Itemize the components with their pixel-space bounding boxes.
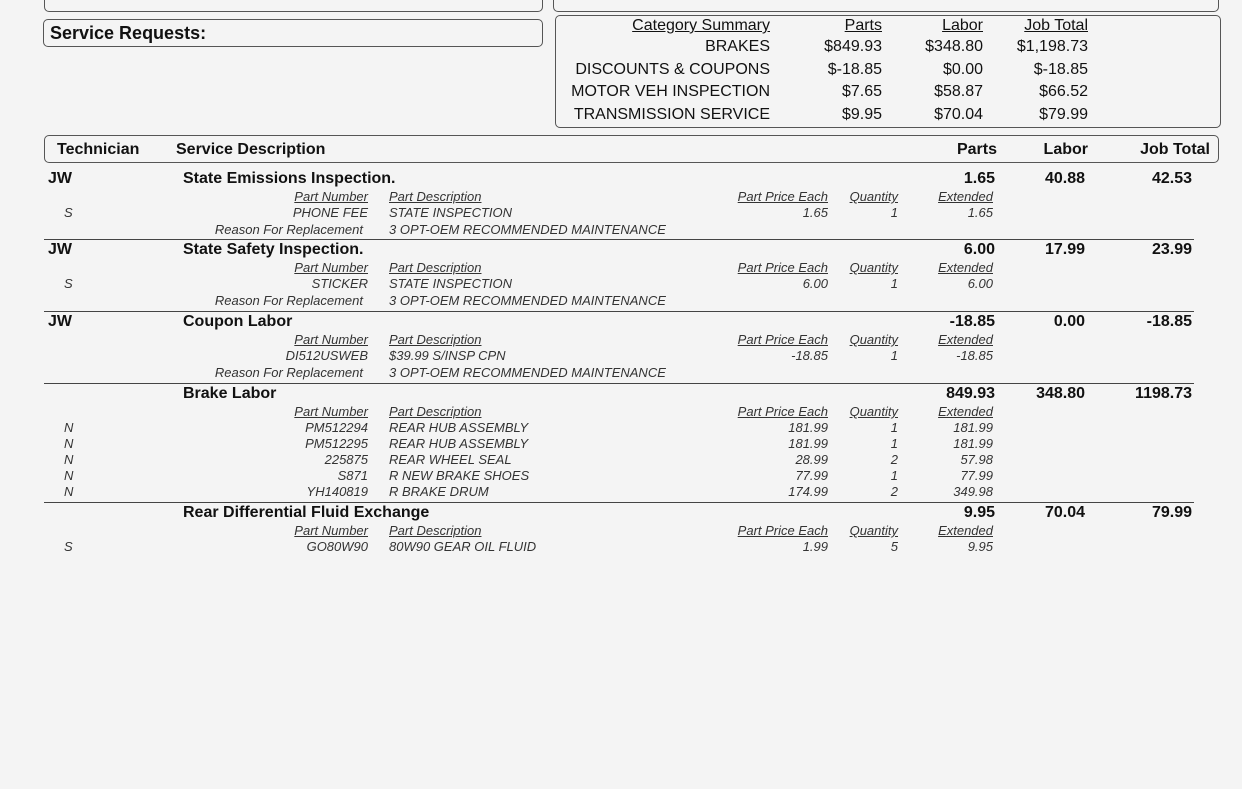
summary-parts: $7.65	[841, 83, 882, 100]
part-price-each: 174.99	[788, 484, 828, 499]
extended-header: Extended	[938, 260, 993, 275]
part-number: DI512USWEB	[285, 348, 368, 363]
part-price-each: 181.99	[788, 436, 828, 451]
part-number-header: Part Number	[294, 523, 368, 538]
job-labor: 70.04	[1044, 504, 1085, 521]
part-description: R BRAKE DRUM	[389, 484, 489, 499]
part-code: N	[64, 484, 74, 499]
job-title: Coupon Labor	[183, 313, 293, 330]
part-description-header: Part Description	[389, 260, 482, 275]
job-title: State Safety Inspection.	[183, 241, 364, 258]
reason-value: 3 OPT-OEM RECOMMENDED MAINTENANCE	[389, 222, 666, 237]
part-quantity: 1	[890, 348, 898, 363]
part-price-each: 1.99	[802, 539, 828, 554]
job-separator	[44, 311, 1194, 312]
part-price-each: 6.00	[802, 276, 828, 291]
part-quantity: 1	[890, 420, 898, 435]
part-extended: 1.65	[967, 205, 993, 220]
job-title: Brake Labor	[183, 385, 277, 402]
job-title: Rear Differential Fluid Exchange	[183, 504, 430, 521]
part-price-each: 181.99	[788, 420, 828, 435]
reason-label: Reason For Replacement	[214, 222, 363, 237]
reason-label: Reason For Replacement	[214, 365, 363, 380]
part-number: PHONE FEE	[292, 205, 368, 220]
job-separator	[44, 239, 1194, 240]
part-code: S	[64, 205, 73, 220]
job-separator	[44, 383, 1194, 384]
summary-parts: $849.93	[824, 38, 882, 55]
part-code: N	[64, 436, 74, 451]
part-price-each: 77.99	[795, 468, 828, 483]
summary-category: MOTOR VEH INSPECTION	[571, 83, 770, 100]
job-total: -18.85	[1146, 313, 1192, 330]
part-number: S871	[337, 468, 368, 483]
summary-category: TRANSMISSION SERVICE	[573, 105, 770, 123]
service-description-header: Service Description	[176, 141, 326, 158]
part-extended: 349.98	[953, 484, 993, 499]
job-separator	[44, 502, 1194, 503]
part-extended: 6.00	[967, 276, 993, 291]
job-labor: 40.88	[1044, 170, 1085, 187]
part-price-each: 28.99	[795, 452, 828, 467]
part-price-each: 1.65	[802, 205, 828, 220]
part-description-header: Part Description	[389, 189, 482, 204]
summary-job-total: $79.99	[1039, 105, 1088, 123]
summary-labor-header: Labor	[942, 17, 983, 34]
extended-header: Extended	[938, 523, 993, 538]
quantity-header: Quantity	[849, 523, 898, 538]
price-each-header: Part Price Each	[737, 404, 828, 419]
summary-job-total: $1,198.73	[1016, 38, 1088, 55]
part-number-header: Part Number	[294, 260, 368, 275]
part-description: 80W90 GEAR OIL FLUID	[389, 539, 537, 554]
part-description: STATE INSPECTION	[389, 276, 513, 291]
quantity-header: Quantity	[849, 189, 898, 204]
price-each-header: Part Price Each	[737, 189, 828, 204]
top-left-clipped-box	[44, 0, 543, 12]
part-number: PM512295	[305, 436, 368, 451]
part-number-header: Part Number	[294, 404, 368, 419]
summary-category: DISCOUNTS & COUPONS	[575, 60, 770, 78]
quantity-header: Quantity	[849, 332, 898, 347]
job-total: 42.53	[1151, 170, 1192, 187]
summary-job-total: $-18.85	[1033, 60, 1088, 78]
job-technician: JW	[48, 313, 72, 330]
summary-labor: $0.00	[942, 60, 983, 78]
job-parts: 9.95	[963, 504, 995, 521]
job-title: State Emissions Inspection.	[183, 170, 396, 187]
part-code: N	[64, 420, 74, 435]
part-number: 225875	[324, 452, 368, 467]
quantity-header: Quantity	[849, 404, 898, 419]
part-quantity: 5	[890, 539, 898, 554]
summary-labor: $58.87	[934, 83, 983, 100]
summary-job-total-header: Job Total	[1024, 17, 1088, 34]
job-total: 23.99	[1151, 241, 1192, 258]
part-number: PM512294	[305, 420, 368, 435]
summary-category: BRAKES	[705, 38, 770, 55]
price-each-header: Part Price Each	[737, 260, 828, 275]
category-summary-header: Category Summary	[632, 17, 770, 34]
part-number: YH140819	[306, 484, 368, 499]
reason-label: Reason For Replacement	[214, 293, 363, 308]
summary-job-total: $66.52	[1039, 83, 1088, 100]
part-description-header: Part Description	[389, 332, 482, 347]
part-quantity: 1	[890, 468, 898, 483]
extended-header: Extended	[938, 189, 993, 204]
job-parts: 849.93	[946, 385, 995, 402]
summary-parts: $-18.85	[827, 60, 882, 78]
part-description: STATE INSPECTION	[389, 205, 513, 220]
part-quantity: 1	[890, 276, 898, 291]
price-each-header: Part Price Each	[737, 523, 828, 538]
service-requests-label: Service Requests:	[50, 23, 207, 43]
job-labor: 0.00	[1053, 313, 1085, 330]
job-technician: JW	[48, 170, 72, 187]
reason-value: 3 OPT-OEM RECOMMENDED MAINTENANCE	[389, 293, 666, 308]
job-parts: 1.65	[963, 170, 995, 187]
part-extended: 181.99	[953, 436, 993, 451]
part-description: REAR WHEEL SEAL	[389, 452, 512, 467]
part-number-header: Part Number	[294, 332, 368, 347]
part-number: STICKER	[311, 276, 368, 291]
part-extended: 77.99	[960, 468, 993, 483]
part-extended: 9.95	[967, 539, 993, 554]
part-number-header: Part Number	[294, 189, 368, 204]
job-total: 79.99	[1151, 504, 1192, 521]
part-quantity: 2	[890, 452, 898, 467]
job-total: 1198.73	[1135, 385, 1192, 402]
part-quantity: 2	[890, 484, 898, 499]
extended-header: Extended	[938, 404, 993, 419]
reason-value: 3 OPT-OEM RECOMMENDED MAINTENANCE	[389, 365, 666, 380]
part-code: S	[64, 276, 73, 291]
labor-header: Labor	[1043, 141, 1088, 158]
part-extended: -18.85	[956, 348, 993, 363]
job-total-header: Job Total	[1140, 141, 1210, 158]
part-description-header: Part Description	[389, 404, 482, 419]
top-right-clipped-box	[553, 0, 1219, 12]
part-description: $39.99 S/INSP CPN	[389, 348, 506, 363]
technician-header: Technician	[57, 141, 140, 158]
part-description: R NEW BRAKE SHOES	[389, 468, 530, 483]
part-quantity: 1	[890, 436, 898, 451]
parts-header: Parts	[956, 141, 997, 158]
part-code: N	[64, 468, 74, 483]
part-extended: 181.99	[953, 420, 993, 435]
part-description: REAR HUB ASSEMBLY	[389, 420, 529, 435]
job-labor: 348.80	[1036, 385, 1085, 402]
extended-header: Extended	[938, 332, 993, 347]
part-code: S	[64, 539, 73, 554]
job-labor: 17.99	[1044, 241, 1085, 258]
part-extended: 57.98	[960, 452, 993, 467]
part-number: GO80W90	[306, 539, 368, 554]
job-parts: 6.00	[963, 241, 995, 258]
price-each-header: Part Price Each	[737, 332, 828, 347]
job-parts: -18.85	[949, 313, 995, 330]
summary-labor: $348.80	[925, 38, 983, 55]
part-description-header: Part Description	[389, 523, 482, 538]
summary-parts-header: Parts	[844, 17, 882, 34]
part-description: REAR HUB ASSEMBLY	[389, 436, 529, 451]
summary-labor: $70.04	[934, 105, 983, 123]
part-price-each: -18.85	[791, 348, 828, 363]
summary-parts: $9.95	[841, 105, 882, 123]
quantity-header: Quantity	[849, 260, 898, 275]
part-code: N	[64, 452, 74, 467]
part-quantity: 1	[890, 205, 898, 220]
job-technician: JW	[48, 241, 72, 258]
